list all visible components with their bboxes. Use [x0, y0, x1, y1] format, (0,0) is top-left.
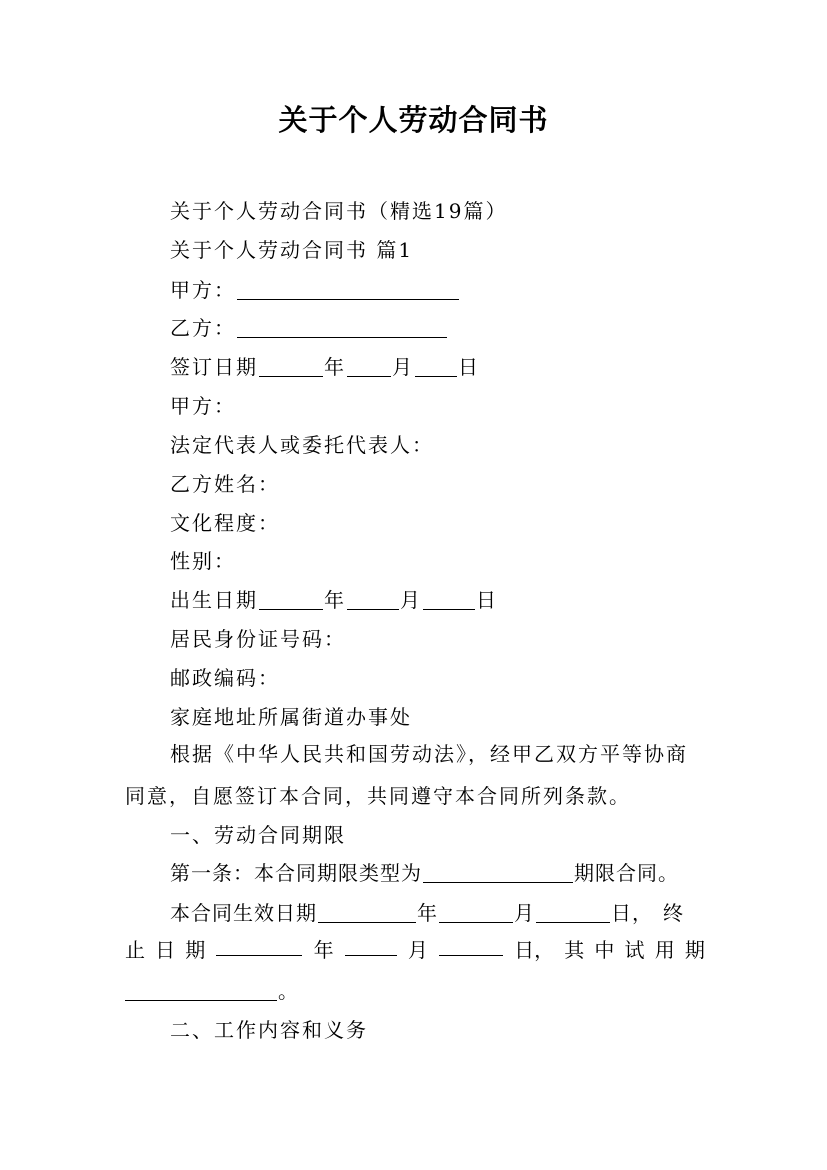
birth-year-text: 年 [324, 588, 346, 612]
id-number-line: 居民身份证号码： [170, 627, 346, 651]
party-a-blank [237, 281, 459, 300]
birth-day-text: 日 [476, 588, 498, 612]
legal-rep-line: 法定代表人或委托代表人： [170, 433, 434, 457]
probation-char: 期 [684, 938, 705, 962]
termination-line [125, 937, 705, 963]
article1-suffix: 期限合同。 [574, 861, 679, 885]
probation-end: 。 [278, 979, 300, 1003]
effective-month-text: 月 [514, 901, 535, 925]
party-b-blank [237, 319, 447, 338]
birth-day-blank [423, 591, 475, 610]
sign-date-line [170, 354, 480, 380]
effective-month-blank [439, 904, 513, 923]
preamble-line-1: 根据《中华人民共和国劳动法》，经甲乙双方平等协商 [170, 742, 688, 766]
birth-year-blank [259, 591, 323, 610]
probation-char: 用 [654, 938, 675, 962]
probation-char: 其 [564, 938, 585, 962]
effective-day-blank [536, 904, 610, 923]
party-a-line [170, 277, 460, 303]
party-b-label: 乙方： [170, 316, 236, 340]
postal-code-line: 邮政编码： [170, 666, 280, 690]
article1-prefix: 第一条：本合同期限类型为 [170, 861, 422, 885]
termination-month-text: 月 [407, 938, 428, 962]
termination-char: 日 [155, 938, 176, 962]
sign-month-blank [347, 358, 391, 377]
birth-date-line [170, 587, 498, 613]
termination-day-text: 日， [514, 938, 555, 962]
termination-day-blank [439, 937, 503, 956]
termination-month-blank [345, 937, 397, 956]
termination-char: 止 [125, 938, 145, 962]
birth-month-text: 月 [400, 588, 422, 612]
document-subtitle: 关于个人劳动合同书（精选19篇） [170, 199, 508, 223]
probation-blank [125, 982, 277, 1001]
probation-char: 试 [624, 938, 645, 962]
section-heading: 关于个人劳动合同书 篇1 [170, 238, 414, 262]
party-a-label: 甲方： [170, 278, 236, 302]
clause2-heading: 二、工作内容和义务 [170, 1018, 368, 1042]
probation-char: 中 [594, 938, 615, 962]
document-title: 关于个人劳动合同书 [278, 103, 549, 137]
probation-line [125, 978, 300, 1004]
party-b-name-line: 乙方姓名： [170, 472, 280, 496]
effective-date-line [170, 900, 684, 926]
contract-type-blank [423, 864, 573, 883]
effective-prefix: 本合同生效日期 [170, 901, 317, 925]
sign-day-blank [415, 358, 457, 377]
termination-year-text: 年 [313, 938, 334, 962]
sign-month-text: 月 [392, 355, 414, 379]
address-line: 家庭地址所属街道办事处 [170, 705, 412, 729]
party-a-label-2: 甲方： [170, 394, 236, 418]
effective-year-text: 年 [417, 901, 438, 925]
effective-year-blank [318, 904, 416, 923]
birth-date-label: 出生日期 [170, 588, 258, 612]
clause1-heading: 一、劳动合同期限 [170, 823, 346, 847]
sign-date-label: 签订日期 [170, 355, 258, 379]
effective-end-char: 终 [663, 901, 684, 925]
sign-day-text: 日 [458, 355, 480, 379]
education-line: 文化程度： [170, 511, 280, 535]
article1-line [170, 860, 679, 886]
birth-month-blank [347, 591, 399, 610]
effective-day-text: 日， [611, 901, 653, 925]
party-b-line [170, 315, 448, 341]
sign-year-blank [259, 358, 323, 377]
preamble-line-2: 同意，自愿签订本合同，共同遵守本合同所列条款。 [125, 784, 631, 808]
gender-line: 性别： [170, 549, 236, 573]
termination-year-blank [216, 937, 302, 956]
termination-char: 期 [185, 938, 206, 962]
sign-year-text: 年 [324, 355, 346, 379]
